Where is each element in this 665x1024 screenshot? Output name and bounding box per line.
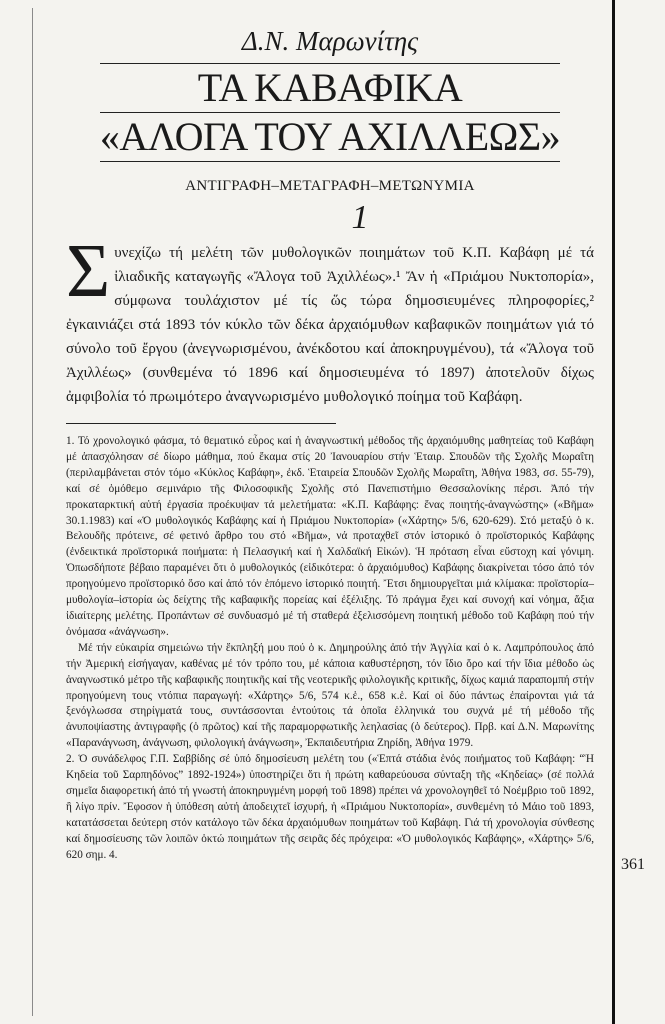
footnotes — [66, 434, 594, 863]
title-middle-rule — [100, 112, 560, 113]
author-name: Δ.Ν. Μαρωνίτης — [241, 26, 419, 56]
footnote-1: 1. Τό χρονολογικό φάσμα, τό θεματικό εὖρος καί ἡ ἀναγνωστική μέθοδος τῆς ἀρχαιόμυθης μαθητείας τοῦ Καβάφη μέ ἀπασχόλησαν σέ δίωρο μάθημα, πού ἔκαμα στίς 20 Ἰανουαρίου στήν Ἑταιρ. Σπουδῶν τῆς Σχολῆς Μωραΐτη (περιλαμβάνεται στόν τόμο «Κύκλος Καβάφη», ἐκδ. Ἑταιρεία Σπουδῶν Σχολῆς Μωραΐτη, Ἀθήνα 1983, σσ. 55-79), καί σέ ὁμόθεμο σεμινάριο τῆς Φιλοσοφικῆς Σχολῆς στό Πανεπιστήμιο Θεσσαλονίκης πέρσι. Ἀπό τήν προκαταρκτική αὐτή ἐργασία προέκυψαν τά μελετήματα: «Κ.Π. Καβάφης: ἕνας ποιητής-ἀναγνώστης» («Βῆμα» 30.1.1983) καί «Ὁ μυθολογικός Καβάφης καί ἡ Πριάμου Νυκτοπορία» («Χάρτης» 5/6, 620-629). Στό μεταξύ ὁ κ. Βελουδῆς πρότεινε, σέ φετινό ἄρθρο του στό «Βῆμα», νά προταχθεῖ στόν ἱστορικό ὁ προϊστορικός Καβάφης (ἐνδεικτικά προϊστορικά ποιήματα: ἡ Πελασγική καί ἡ Χαλδαϊκή Εἰκών). Ἡ πρόταση εἶναι εὔστοχη καί γόνιμη. Ὁπωσδήποτε βέβαιο παραμένει ὅτι ὁ μυθολογικός (εἰδικότερα: ὁ ἀρχαιόμυθος) Καβάφης διακρίνεται τόσο ἀπό τόν προηγούμενο προϊστορικό ὅσο καί ἀπό τόν ἑπόμενο ἱστορικό ποιητή. Ἔτσι δημιουργεῖται μιά κλίμακα: προϊστορία–μυθολογία–ἱστορία ὡς δείχτης τῆς καβαφικῆς πορείας καί ἐξέλιξης. Τό πράγμα ἔχει καί συνοχή καί νόημα, ἄξια ἰδιαίτερης μελέτης. Προπάντων σέ συνδυασμό μέ τή σταθερά ἐξελισσόμενη ποιητική μέθοδο τοῦ Καβάφη πού τήν ὀνόμασα «ἀνάγνωση». — [66, 435, 594, 638]
body-text: υνεχίζω τή μελέτη τῶν μυθολογικῶν ποιημάτων τοῦ Κ.Π. Καβάφη μέ τά ἰλιαδικῆς καταγωγῆς «Ἄλογα τοῦ Ἀχιλλέως».¹ Ἄν ἡ «Πριάμου Νυκτοπορία», σύμφωνα τουλάχιστον μέ τίς ὥς τώρα δημοσιευμένες πληροφορίες,² ἐγκαινιάζει στά 1893 τόν κύκλο τῶν δέκα ἀρχαιόμυθων καβαφικῶν ποιημάτων γιά τό σύνολο τοῦ ἔργου (ἀνεγνωρισμένου, ἀνέκδοτου καί ἀποκηρυγμένου), τά «Ἄλογα τοῦ Ἀχιλλέως» (συνθεμένα τό 1896 καί δημοσιευμένα τό 1897) ἀποτελοῦν δίχως ἀμφιβολία τό πρωιμότερο ἀναγνωρισμένο μυθολογικό ποίημα τοῦ Καβάφη. — [66, 245, 594, 405]
right-margin-rule — [612, 0, 615, 1024]
footnote-1-continued: Μέ τήν εὐκαιρία σημειώνω τήν ἔκπληξή μου πού ὁ κ. Δημηρούλης ἀπό τήν Ἀγγλία καί ὁ κ. Λαμπρόπουλος ἀπό τήν Ἀμερική εἰσήγαγαν, καθένας μέ τόν τρόπο του, μέ κάποια καθυστέρηση, τόν ἴδιο ὅρο καί τήν ἴδια μέθοδο ὡς ἀναγνωστικό μέτρο τῆς καβαφικῆς ποιητικῆς καί τῆς νεοτερικῆς φιλολογικῆς κριτικῆς, δίχως καμιά παραπομπή στήν προηγούμενη τους ντόπια παραγωγή: «Χάρτης» 5/6, 574 κ.ἑ., 658 κ.ἑ. Καί οἱ δύο πάντως ἐπαίρονται γιά τά ξενόγλωσσα στηρίγματά τους, συντάσσονται ἐντούτοις τά ὁποῖα ἑλληνικά του συχνά μέ τή μέθοδο τῆς ἀνυποψίαστης ἀντιγραφῆς (ὁ πρῶτος) καί τῆς παραμορφωτικῆς λεηλασίας (ὁ δεύτερος). Πρβ. καί Δ.Ν. Μαρωνίτης «Παρανάγνωση, ἀνάγνωση, φιλολογική ἀνάγνωση», Ἐκπαιδευτήρια Ζηρίδη, Ἀθήνα 1979. — [66, 641, 594, 750]
page-number: 361 — [621, 856, 645, 873]
body-paragraph — [66, 229, 594, 409]
footnote-rule — [66, 423, 336, 424]
section-number: 1 — [351, 199, 369, 236]
title-top-rule — [100, 63, 560, 64]
footnote-2: 2. Ὁ συνάδελφος Γ.Π. Σαββίδης σέ ὑπό δημοσίευση μελέτη του («Ἑπτά στάδια ἑνός ποιήματος τοῦ Καβάφη: “Ἡ Κηδεία τοῦ Σαρπηδόνος” 1892-1924») ὑποστηρίζει ὅτι ἡ πρώτη καθαρεύουσα σύνταξη τῆς «Κηδείας» (σέ πολλά σημεῖα διαφορετική ἀπό τή γνωστή ἀποκηρυγμένη μορφή τοῦ 1898) πρέπει νά χρονολογηθεῖ τό Νοέμβριο τοῦ 1892, ἢ λίγο πρίν. Ἔφοσον ἡ ὑπόθεση αὐτή ἀποδειχτεῖ ἰσχυρή, ἡ «Πριάμου Νυκτοπορία», συνθεμένη τό Μάιο τοῦ 1893, κατατάσσεται δεύτερη στόν κατάλογο τῶν δέκα ἀρχαιόμυθων ποιημάτων τοῦ Καβάφη. Γιά τή χρονολογία σύνθεσης καί δημοσίευσης τῶν λοιπῶν ὀκτώ ποιημάτων τῆς σειρᾶς δές πρόχειρα: «Ὁ μυθολογικός Καβάφης», «Χάρτης» 5/6, 620 σημ. 4. — [66, 753, 594, 861]
article — [66, 26, 594, 863]
subtitle: ΑΝΤΙΓΡΑΦΗ–ΜΕΤΑΓΡΑΦΗ–ΜΕΤΩΝΥΜΙΑ — [185, 178, 475, 194]
drop-cap: Σ — [66, 229, 111, 313]
title-bottom-rule — [100, 161, 560, 162]
title-line-1: ΤΑ ΚΑΒΑΦΙΚΑ — [197, 65, 463, 110]
left-margin-rule — [32, 8, 33, 1016]
title-line-2: «ΑΛΟΓΑ ΤΟΥ ΑΧΙΛΛΕΩΣ» — [99, 114, 561, 159]
